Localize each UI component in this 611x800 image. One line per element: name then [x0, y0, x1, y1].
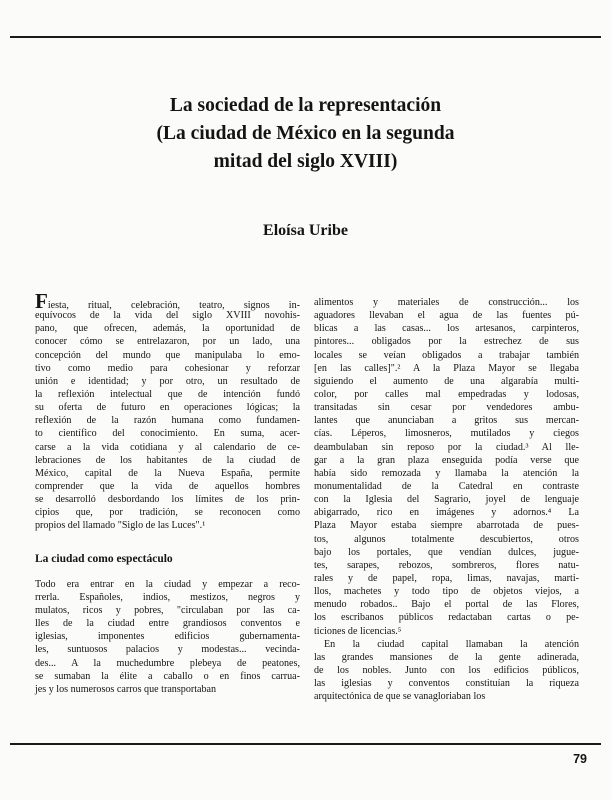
text-line: bajo los portales, que vendían dulces, jugue- [314, 546, 579, 558]
text-line: to científico del conocimiento. En suma, acer- [35, 428, 300, 440]
text-line: aguadores llevaban el agua de las fuentes pú- [314, 310, 579, 322]
text-line: carse a la vida cotidiana y al calendario de ce- [35, 441, 300, 453]
text-line-content: iesta, ritual, celebración, teatro, signos in- [47, 300, 300, 311]
text-line: tivo como medio para cohesionar y reforzar [35, 362, 300, 374]
section-heading: La ciudad como espectáculo [35, 552, 173, 565]
text-line: lebraciones de los habitantes de la ciudad de [35, 454, 300, 466]
text-line: jes y los numerosos carros que transportaban [35, 683, 217, 695]
text-line: tes, sarapes, rebozos, sombreros, flores natu- [314, 559, 579, 571]
text-line: los escribanos públicos redactaban cartas o pe- [314, 612, 579, 624]
text-line: las iglesias y conventos constituían la riqueza [314, 678, 579, 690]
text-line: arquitectónica de que se vanagloriaban los [314, 691, 486, 703]
text-line: blicas a las casas... los artesanos, carpinteros, [314, 323, 579, 335]
title-line: (La ciudad de México en la segunda [156, 123, 455, 144]
text-line: rrerla. Españoles, indios, mestizos, negros y [35, 591, 300, 603]
text-line: cipios que, por tradición, se reconocen como [35, 507, 300, 519]
text-line: cías. Léperos, limosneros, mutilados y ciegos [314, 428, 579, 440]
text-line: gar a la gran plaza enseguida podía verse que [314, 454, 579, 466]
text-line: su oferta de futuro en operaciones lógicas; la [35, 402, 300, 414]
text-line: pano, que ofrecen, además, la oportunidad de [35, 323, 300, 335]
text-line: color, por calles mal empedradas y lodosas, [314, 388, 579, 400]
text-line: lantes que anunciaban a gritos sus mercan- [314, 415, 579, 427]
text-line: reflexión de la razón humana como fundamen- [35, 415, 300, 427]
text-line: En la ciudad capital llamaban la atención [324, 638, 579, 650]
text-line: Todo era entrar en la ciudad y empezar a reco- [35, 578, 300, 590]
text-line: se desarrolló desbordando los límites de los prin- [35, 494, 300, 506]
text-line: la reflexión intelectual que de intención fundó [35, 388, 300, 400]
text-line: llos, machetes y todo tipo de objetos viejos, a [314, 586, 579, 598]
drop-cap: F [35, 289, 48, 313]
left-column [35, 289, 300, 696]
text-line: México, capital de la Nueva España, permite [35, 467, 300, 479]
text-line: equívocos de la vida del siglo XVIII novohis- [35, 310, 300, 322]
section-paragraph [35, 578, 300, 696]
right-column [314, 296, 579, 703]
title-line: La sociedad de la representación [169, 95, 442, 116]
text-line: ticiones de licencias.⁵ [314, 625, 402, 637]
page-number: 79 [573, 752, 587, 766]
bottom-rule [10, 743, 601, 745]
text-line: concepción del mundo que manipulaba lo emo- [35, 349, 300, 361]
text-line: des... A la muchedumbre plebeya de peatones, [35, 657, 300, 669]
text-line: propios del llamado "Siglo de las Luces".¹ [35, 520, 206, 532]
text-line: Plaza Mayor estaba siempre abarrotada de pues- [314, 520, 579, 532]
text-line: transitadas sin cesar por vendedores ambu- [314, 402, 579, 414]
intro-paragraph [35, 289, 300, 533]
text-line: tos, algunos totalmente descubiertos, otros [314, 533, 579, 545]
author-name: Eloísa Uribe [263, 222, 348, 239]
title-line: mitad del siglo XVIII) [213, 151, 398, 172]
text-line: las grandes mansiones de la gente adinerada, [314, 651, 579, 663]
text-line: alimentos y materiales de construcción... los [314, 297, 579, 308]
text-line: se sumaban la élite a caballo o en finos carrua- [35, 670, 300, 682]
text-line: conocer cómo se entrelazaron, por un lado, una [35, 336, 300, 348]
text-line: pintores... obligados por la estrechez de sus [314, 336, 579, 348]
text-line: con la Iglesia del Sagrario, joyel de lenguaje [314, 494, 579, 506]
text-line: iglesias, imponentes edificios gubernamenta- [35, 631, 300, 643]
text-line: mulatos, ricos y pobres, "circulaban por las ca- [35, 604, 300, 616]
text-line: les, suntuosos palacios y modestas... vecinda- [35, 644, 300, 656]
text-line: siguiendo el aumento de una algarabía multi- [314, 375, 579, 387]
text-line: locales se veían obligados a trabajar también [314, 349, 579, 361]
text-line [35, 289, 300, 313]
text-line: [en las calles]".² A la Plaza Mayor se llegaba [314, 362, 579, 374]
text-line: deambulaban sin reposo por la ciudad.³ Al lle- [314, 441, 579, 453]
top-rule [10, 36, 601, 38]
text-line: unión e identidad; y por otro, un resultado de [35, 375, 300, 387]
text-line: monumentalidad de la Catedral en contraste [314, 480, 579, 492]
text-line: había sido remozada y llamaba la atención la [314, 467, 579, 479]
text-line: abigarrado, rico en imágenes y adornos.⁴ La [314, 507, 579, 519]
text-line: lles de la ciudad entre grandiosos conventos e [35, 618, 300, 630]
right-paragraph-1 [314, 296, 579, 638]
article-title [40, 92, 571, 176]
text-line: de los nobles. Junto con los edificios públicos, [314, 664, 579, 676]
right-paragraph-2 [314, 638, 579, 704]
text-line: comprender que la vida de aquellos hombres [35, 480, 300, 492]
text-line: menudo robados.. Bajo el portal de las Flores, [314, 599, 579, 611]
text-line: rales y de papel, ropa, limas, navajas, marti- [314, 572, 579, 584]
